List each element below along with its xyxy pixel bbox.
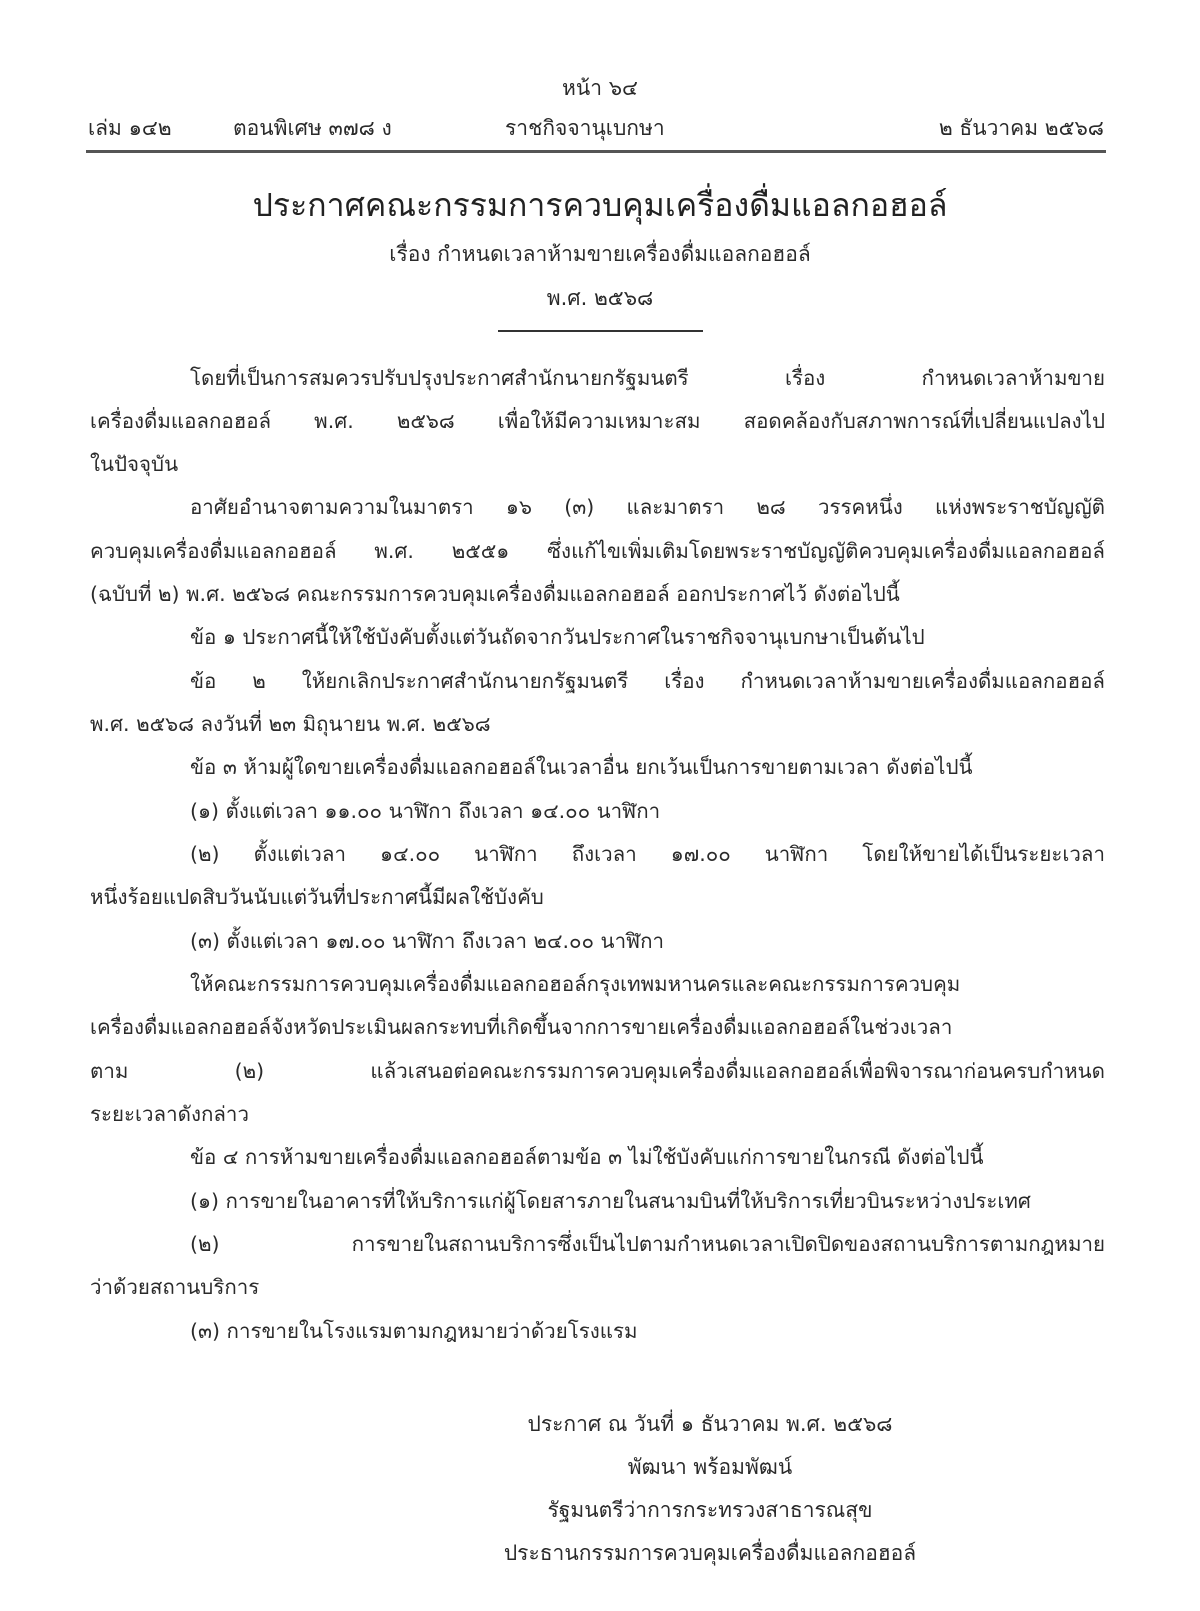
document-title: ประกาศคณะกรรมการควบคุมเครื่องดื่มแอลกอฮอล์ bbox=[252, 186, 948, 224]
signatory-name: พัฒนา พร้อมพัฒน์ bbox=[627, 1455, 793, 1479]
header-section: ตอนพิเศษ ๓๗๘ ง bbox=[233, 116, 392, 140]
header-gazette: ราชกิจจานุเบกษา bbox=[505, 116, 665, 140]
document-year: พ.ศ. ๒๕๖๘ bbox=[546, 286, 654, 310]
clause-4-item-1: (๑) การขายในอาคารที่ให้บริการแก่ผู้โดยสารภายในสนามบินที่ให้บริการเที่ยวบินระหว่างประเทศ bbox=[190, 1189, 1031, 1213]
body-line: อาศัยอำนาจตามความในมาตรา ๑๖ (๓) และมาตรา ๒๘ วรรคหนึ่ง แห่งพระราชบัญญัติ bbox=[190, 495, 1105, 519]
header-rule bbox=[86, 150, 1106, 153]
clause-4-item-2: (๒) การขายในสถานบริการซึ่งเป็นไปตามกำหนดเวลาเปิดปิดของสถานบริการตามกฎหมาย bbox=[190, 1232, 1105, 1256]
body-line: หนึ่งร้อยแปดสิบวันนับแต่วันที่ประกาศนี้มีผลใช้บังคับ bbox=[90, 885, 544, 909]
body-line: เครื่องดื่มแอลกอฮอล์จังหวัดประเมินผลกระทบที่เกิดขึ้นจากการขายเครื่องดื่มแอลกอฮอล์ในช่วงเวลา bbox=[90, 1015, 953, 1039]
body-line: (ฉบับที่ ๒) พ.ศ. ๒๕๖๘ คณะกรรมการควบคุมเครื่องดื่มแอลกอฮอล์ ออกประกาศไว้ ดังต่อไปนี้ bbox=[90, 582, 900, 606]
body-line: พ.ศ. ๒๕๖๘ ลงวันที่ ๒๓ มิถุนายน พ.ศ. ๒๕๖๘ bbox=[90, 712, 491, 736]
header-volume: เล่ม ๑๔๒ bbox=[88, 116, 172, 140]
body-line: ในปัจจุบัน bbox=[90, 452, 179, 476]
title-divider bbox=[498, 330, 703, 332]
body-line: โดยที่เป็นการสมควรปรับปรุงประกาศสำนักนายกรัฐมนตรี เรื่อง กำหนดเวลาห้ามขาย bbox=[190, 366, 1105, 390]
header-date: ๒ ธันวาคม ๒๕๖๘ bbox=[938, 116, 1104, 140]
signature-date: ประกาศ ณ วันที่ ๑ ธันวาคม พ.ศ. ๒๕๖๘ bbox=[527, 1412, 893, 1436]
body-line: ว่าด้วยสถานบริการ bbox=[90, 1275, 260, 1299]
clause-2: ข้อ ๒ ให้ยกเลิกประกาศสำนักนายกรัฐมนตรี เรื่อง กำหนดเวลาห้ามขายเครื่องดื่มแอลกอฮอล์ bbox=[190, 669, 1105, 693]
body-line: เครื่องดื่มแอลกอฮอล์ พ.ศ. ๒๕๖๘ เพื่อให้มีความเหมาะสม สอดคล้องกับสภาพการณ์ที่เปลี่ยนแปลงไป bbox=[90, 409, 1105, 433]
clause-4-item-3: (๓) การขายในโรงแรมตามกฎหมายว่าด้วยโรงแรม bbox=[190, 1319, 638, 1343]
clause-3: ข้อ ๓ ห้ามผู้ใดขายเครื่องดื่มแอลกอฮอล์ในเวลาอื่น ยกเว้นเป็นการขายตามเวลา ดังต่อไปนี้ bbox=[190, 755, 973, 779]
clause-3-item-3: (๓) ตั้งแต่เวลา ๑๗.๐๐ นาฬิกา ถึงเวลา ๒๔.๐๐ นาฬิกา bbox=[190, 929, 665, 953]
document-subject: เรื่อง กำหนดเวลาห้ามขายเครื่องดื่มแอลกอฮอล์ bbox=[389, 242, 811, 266]
body-line: ระยะเวลาดังกล่าว bbox=[90, 1102, 249, 1126]
signatory-role: ประธานกรรมการควบคุมเครื่องดื่มแอลกอฮอล์ bbox=[503, 1541, 917, 1565]
clause-3-item-1: (๑) ตั้งแต่เวลา ๑๑.๐๐ นาฬิกา ถึงเวลา ๑๔.๐๐ นาฬิกา bbox=[190, 799, 661, 823]
page-number: หน้า ๖๔ bbox=[562, 76, 638, 100]
clause-4: ข้อ ๔ การห้ามขายเครื่องดื่มแอลกอฮอล์ตามข้อ ๓ ไม่ใช้บังคับแก่การขายในกรณี ดังต่อไปนี้ bbox=[190, 1145, 984, 1169]
clause-1: ข้อ ๑ ประกาศนี้ให้ใช้บังคับตั้งแต่วันถัดจากวันประกาศในราชกิจจานุเบกษาเป็นต้นไป bbox=[190, 625, 925, 649]
body-line: ตาม (๒) แล้วเสนอต่อคณะกรรมการควบคุมเครื่องดื่มแอลกอฮอล์เพื่อพิจารณาก่อนครบกำหนด bbox=[90, 1059, 1105, 1083]
clause-3-item-2: (๒) ตั้งแต่เวลา ๑๔.๐๐ นาฬิกา ถึงเวลา ๑๗.๐๐ นาฬิกา โดยให้ขายได้เป็นระยะเวลา bbox=[190, 842, 1105, 866]
signatory-position: รัฐมนตรีว่าการกระทรวงสาธารณสุข bbox=[547, 1498, 873, 1522]
body-line: ควบคุมเครื่องดื่มแอลกอฮอล์ พ.ศ. ๒๕๕๑ ซึ่งแก้ไขเพิ่มเติมโดยพระราชบัญญัติควบคุมเครื่องดื่มแอลกอฮอล์ bbox=[90, 539, 1105, 563]
body-line: ให้คณะกรรมการควบคุมเครื่องดื่มแอลกอฮอล์กรุงเทพมหานครและคณะกรรมการควบคุม bbox=[190, 972, 961, 996]
